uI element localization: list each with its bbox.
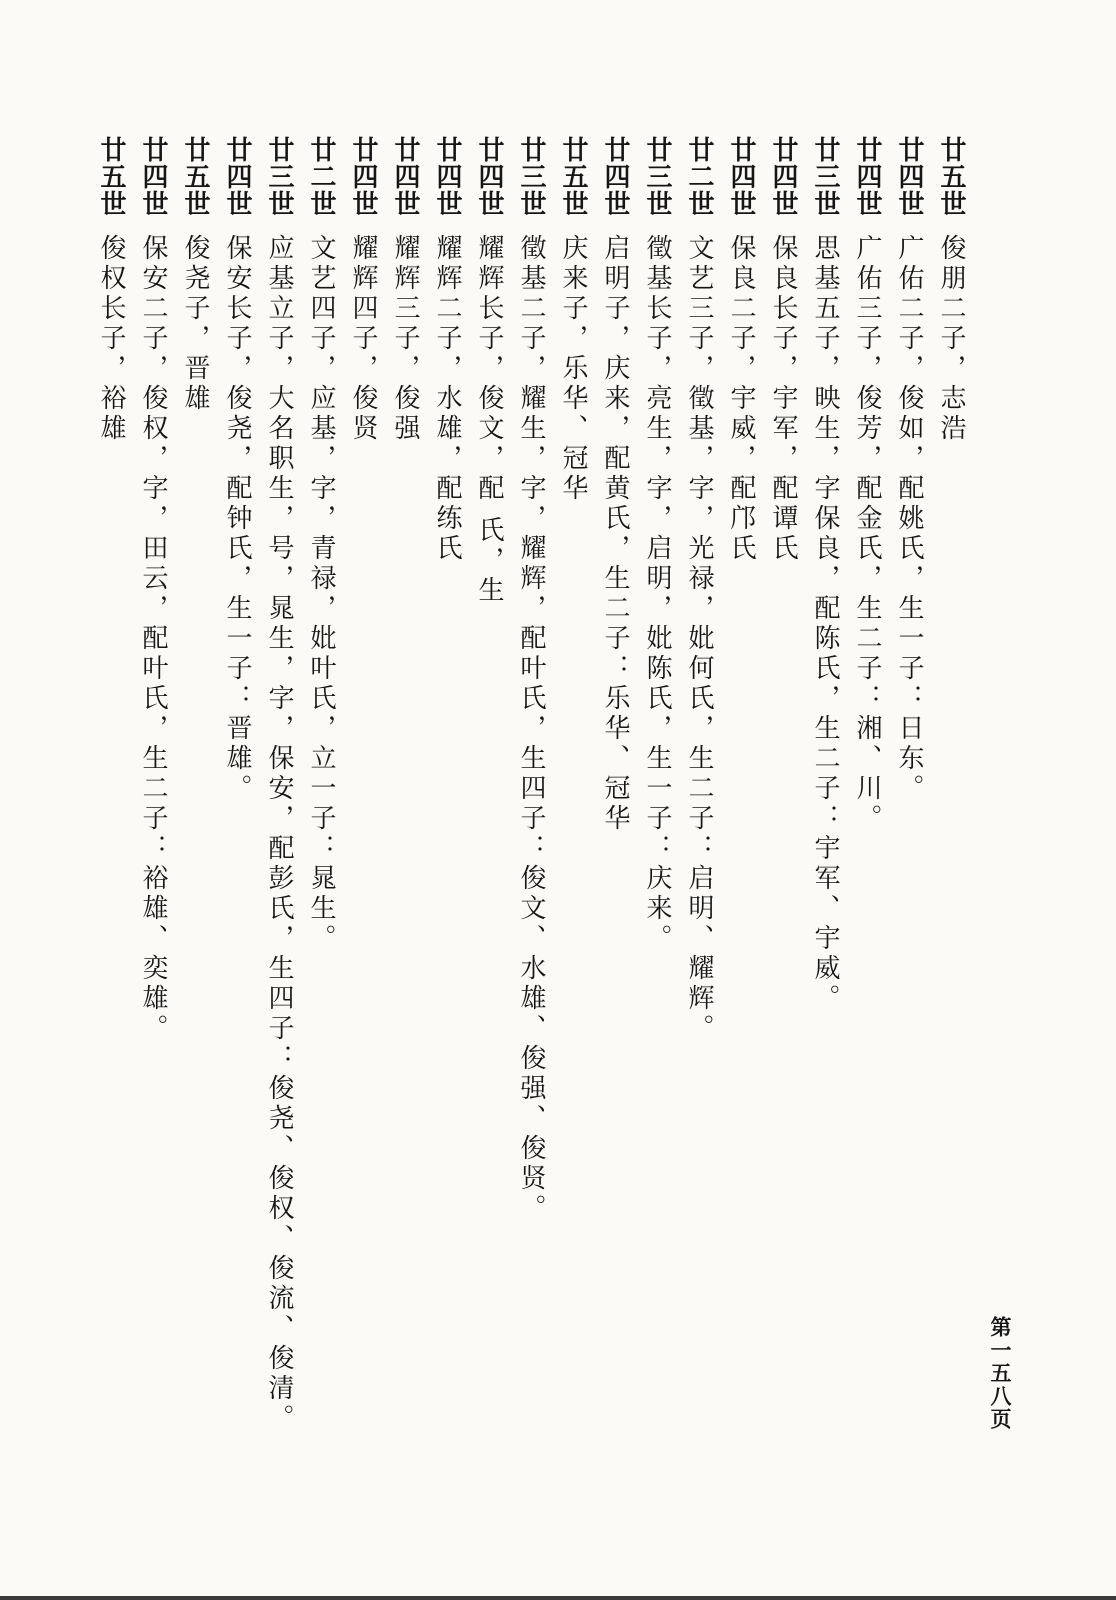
generation-label: 廿二世 bbox=[684, 136, 714, 217]
generation-label: 廿五世 bbox=[96, 136, 126, 217]
entry-17 bbox=[258, 136, 300, 1434]
generation-label: 廿五世 bbox=[558, 136, 588, 217]
entry-text: 俊朋二子，志浩 bbox=[936, 234, 966, 444]
generation-label: 廿四世 bbox=[432, 136, 462, 217]
entry-text: 俊尧子，晋雄 bbox=[180, 234, 210, 414]
entry-3 bbox=[846, 136, 888, 834]
generation-label: 廿四世 bbox=[894, 136, 924, 217]
entry-text: 俊权长子，裕雄 bbox=[96, 234, 126, 444]
entry-text: 应基立子，大名职生，号，晁生，字，保安，配彭氏，生四子：俊尧、俊权、俊流、俊清。 bbox=[264, 234, 294, 1434]
entry-text: 耀辉三子，俊强 bbox=[390, 234, 420, 444]
entry-12 bbox=[468, 136, 510, 606]
generation-label: 廿二世 bbox=[306, 136, 336, 217]
entry-15 bbox=[342, 136, 384, 444]
entry-text: 广佑三子，俊芳，配金氏，生二子：湘、川。 bbox=[852, 234, 882, 834]
entry-18 bbox=[216, 136, 258, 804]
entry-11 bbox=[510, 136, 552, 1224]
entry-text: 保安长子，俊尧，配钟氏，生一子：晋雄。 bbox=[222, 234, 252, 804]
entry-8 bbox=[636, 136, 678, 954]
generation-label: 廿三世 bbox=[516, 136, 546, 217]
entry-text: 文艺四子，应基，字，青禄，妣叶氏，立一子：晁生。 bbox=[306, 234, 336, 954]
entry-20 bbox=[132, 136, 174, 1044]
entry-text: 徵基长子，亮生，字，启明，妣陈氏，生一子：庆来。 bbox=[642, 234, 672, 954]
entry-9 bbox=[594, 136, 636, 834]
generation-label: 廿五世 bbox=[180, 136, 210, 217]
entry-4 bbox=[804, 136, 846, 1014]
entry-text: 思基五子，映生，字保良，配陈氏，生二子：宇军、宇威。 bbox=[810, 234, 840, 1014]
generation-label: 廿四世 bbox=[726, 136, 756, 217]
entry-text: 广佑二子，俊如，配姚氏，生一子：日东。 bbox=[894, 234, 924, 804]
generation-label: 廿四世 bbox=[138, 136, 168, 217]
entry-19 bbox=[174, 136, 216, 414]
generation-label: 廿四世 bbox=[222, 136, 252, 217]
generation-label: 廿三世 bbox=[642, 136, 672, 217]
generation-label: 廿五世 bbox=[936, 136, 966, 217]
entry-text: 文艺三子，徵基，字，光禄，妣何氏，生二子：启明、耀辉。 bbox=[684, 234, 714, 1044]
entry-16 bbox=[300, 136, 342, 954]
generation-label: 廿四世 bbox=[390, 136, 420, 217]
entry-10 bbox=[552, 136, 594, 504]
entry-text: 启明子，庆来，配黄氏，生二子：乐华、冠华 bbox=[600, 234, 630, 834]
generation-label: 廿四世 bbox=[600, 136, 630, 217]
entry-1 bbox=[930, 136, 972, 444]
entry-text: 耀辉长子，俊文，配 氏，生 bbox=[474, 234, 504, 607]
page-number: 第一五八页 bbox=[988, 1316, 1013, 1431]
entry-6 bbox=[720, 136, 762, 564]
generation-label: 廿四世 bbox=[852, 136, 882, 217]
entry-text: 耀辉二子，水雄，配练氏 bbox=[432, 234, 462, 564]
entry-21 bbox=[90, 136, 132, 444]
generation-label: 廿四世 bbox=[768, 136, 798, 217]
entry-text: 耀辉四子，俊贤 bbox=[348, 234, 378, 444]
generation-label: 廿三世 bbox=[810, 136, 840, 217]
entry-text: 保良长子，宇军，配谭氏 bbox=[768, 234, 798, 564]
generation-label: 廿四世 bbox=[348, 136, 378, 217]
entry-13 bbox=[426, 136, 468, 564]
generation-label: 廿四世 bbox=[474, 136, 504, 217]
bottom-rule bbox=[0, 1596, 1116, 1600]
entry-5 bbox=[762, 136, 804, 564]
entry-2 bbox=[888, 136, 930, 804]
entry-7 bbox=[678, 136, 720, 1044]
entry-text: 庆来子，乐华、冠华 bbox=[558, 234, 588, 504]
entry-text: 保安二子，俊权，字，田云，配叶氏，生二子：裕雄、奕雄。 bbox=[138, 234, 168, 1044]
entry-text: 保良二子，宇威，配邝氏 bbox=[726, 234, 756, 564]
generation-label: 廿三世 bbox=[264, 136, 294, 217]
entry-14 bbox=[384, 136, 426, 444]
entry-text: 徵基二子，耀生，字，耀辉，配叶氏，生四子：俊文、水雄、俊强、俊贤。 bbox=[516, 234, 546, 1224]
